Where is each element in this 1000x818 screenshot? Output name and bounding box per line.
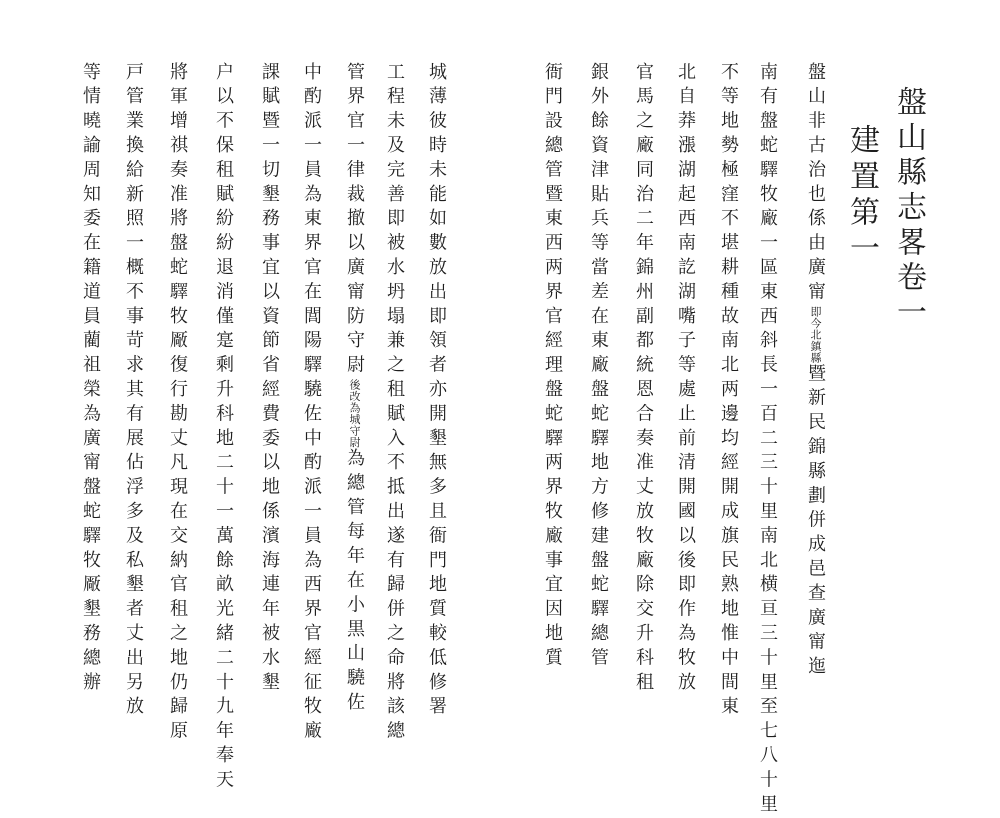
text-column: 城薄彼時未能如數放出即領者亦開墾無多且衙門地質較低修署 bbox=[426, 62, 447, 721]
subtitle: 建置第一 bbox=[844, 124, 879, 268]
text-column: 將軍增祺奏准將盤蛇驛牧厰復行勘丈凡現在交納官租之地仍歸原 bbox=[167, 62, 188, 746]
text-column: 官馬之廠同治二年錦州副都統恩合奏准丈放牧廠除交升科租 bbox=[633, 62, 654, 697]
text-column bbox=[806, 62, 824, 681]
text-column: 户以不保租賦紛紛退消僅寔剩升科地二十一萬餘畝光緒二十九年奉天 bbox=[213, 62, 234, 794]
text-column: 工程未及完善即被水坍塌兼之租賦入不抵出遂有歸併之命將該總 bbox=[384, 62, 405, 746]
text-column: 銀外餘資津貼兵等當差在東廠盤蛇驛地方修建盤蛇驛總管 bbox=[588, 62, 609, 672]
text-column: 南有盤蛇驛牧廠一區東西斜長一百二三十里南北横亘三十里至七八十里 bbox=[757, 62, 778, 818]
text-column: 戸管業換給新照一概不事苛求其有展佔浮多及私墾者丈出另放 bbox=[123, 62, 144, 721]
column-text-before-note: 管界官一律裁撤以廣甯防守尉 bbox=[344, 62, 365, 380]
text-column: 課賦暨一切墾務事宜以資節省經費委以地係濱海連年被水墾 bbox=[259, 62, 280, 697]
text-column: 北自莽漲湖起西南訖湖嘴子等處止前清開國以後即作為牧放 bbox=[675, 62, 696, 697]
text-column: 中酌派一員為東界官在閭陽驛驍佐中酌派一員為西界官經征牧廠 bbox=[301, 62, 322, 746]
text-column: 不等地勢極窪不堪耕種故南北两邊均經開成旗民熟地惟中間東 bbox=[718, 62, 739, 721]
column-text-after-note: 暨新民錦縣劃併成邑查廣甯迤 bbox=[805, 363, 826, 681]
text-column bbox=[345, 62, 363, 717]
column-text-after-note: 為總管每年在小黒山驍佐 bbox=[344, 448, 365, 717]
column-text-before-note: 盤山非古治也係由廣甯 bbox=[805, 62, 826, 306]
interlinear-note: 即今北鎮縣 bbox=[809, 306, 822, 364]
title: 盤山縣志畧卷一 bbox=[891, 86, 926, 331]
interlinear-note: 後改為城守尉 bbox=[348, 379, 361, 449]
text-column: 衙門設總管暨東西两界官經理盤蛇驛两界牧廠事宜因地質 bbox=[542, 62, 563, 672]
text-column: 等情曉諭周知委在籍道員藺祖榮為廣甯盤蛇驛牧厰墾務總辦 bbox=[80, 62, 101, 697]
